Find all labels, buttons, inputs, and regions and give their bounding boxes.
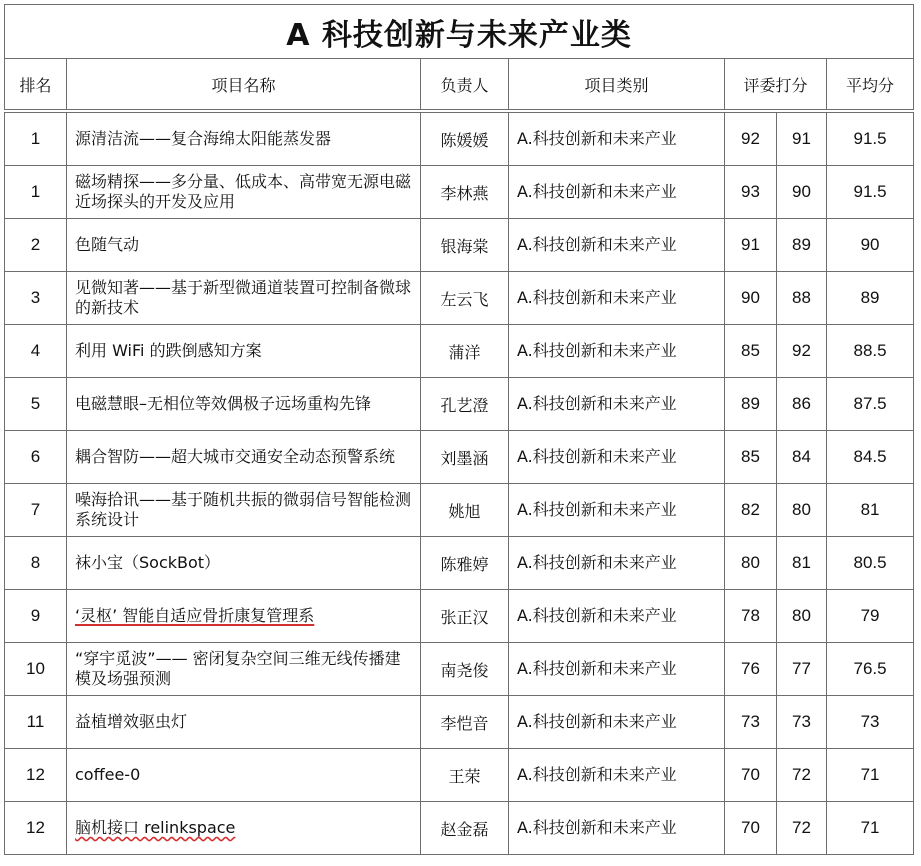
leader-cell: 刘墨涵 bbox=[421, 431, 509, 484]
category-cell: A.科技创新和未来产业 bbox=[509, 111, 725, 166]
header-leader: 负责人 bbox=[421, 59, 509, 112]
header-project-name: 项目名称 bbox=[67, 59, 421, 112]
rank-cell: 10 bbox=[5, 643, 67, 696]
judge-score-2-cell: 80 bbox=[777, 590, 827, 643]
average-cell: 87.5 bbox=[827, 378, 914, 431]
project-name-cell: 见微知著——基于新型微通道装置可控制备微球的新技术 bbox=[67, 272, 421, 325]
judge-score-2-cell: 91 bbox=[777, 111, 827, 166]
rank-cell: 12 bbox=[5, 802, 67, 855]
header-rank: 排名 bbox=[5, 59, 67, 112]
table-row bbox=[5, 272, 914, 325]
leader-cell: 南尧俊 bbox=[421, 643, 509, 696]
table-row bbox=[5, 378, 914, 431]
header-average: 平均分 bbox=[827, 59, 914, 112]
judge-score-2-cell: 89 bbox=[777, 219, 827, 272]
judge-score-1-cell: 85 bbox=[725, 325, 777, 378]
average-cell: 73 bbox=[827, 696, 914, 749]
header-row bbox=[5, 59, 914, 112]
average-cell: 81 bbox=[827, 484, 914, 537]
average-cell: 91.5 bbox=[827, 166, 914, 219]
project-name-text: 脑机接口 relinkspace bbox=[75, 818, 236, 837]
rank-cell: 9 bbox=[5, 590, 67, 643]
category-cell: A.科技创新和未来产业 bbox=[509, 696, 725, 749]
table-row bbox=[5, 166, 914, 219]
average-cell: 80.5 bbox=[827, 537, 914, 590]
table-row bbox=[5, 590, 914, 643]
project-name-cell: 源清洁流——复合海绵太阳能蒸发器 bbox=[67, 111, 421, 166]
leader-cell: 陈雅婷 bbox=[421, 537, 509, 590]
rank-cell: 5 bbox=[5, 378, 67, 431]
average-cell: 91.5 bbox=[827, 111, 914, 166]
rank-cell: 1 bbox=[5, 166, 67, 219]
table-row bbox=[5, 431, 914, 484]
average-cell: 88.5 bbox=[827, 325, 914, 378]
rank-cell: 12 bbox=[5, 749, 67, 802]
category-cell: A.科技创新和未来产业 bbox=[509, 749, 725, 802]
table-row bbox=[5, 111, 914, 166]
project-name-cell bbox=[67, 590, 421, 643]
leader-cell: 孔艺澄 bbox=[421, 378, 509, 431]
judge-score-1-cell: 73 bbox=[725, 696, 777, 749]
project-name-cell: 电磁慧眼–无相位等效偶极子远场重构先锋 bbox=[67, 378, 421, 431]
rank-cell: 3 bbox=[5, 272, 67, 325]
category-cell: A.科技创新和未来产业 bbox=[509, 378, 725, 431]
table-row bbox=[5, 749, 914, 802]
judge-score-1-cell: 92 bbox=[725, 111, 777, 166]
judge-score-1-cell: 80 bbox=[725, 537, 777, 590]
category-cell: A.科技创新和未来产业 bbox=[509, 166, 725, 219]
average-cell: 76.5 bbox=[827, 643, 914, 696]
rank-cell: 4 bbox=[5, 325, 67, 378]
table-row bbox=[5, 484, 914, 537]
judge-score-1-cell: 78 bbox=[725, 590, 777, 643]
leader-cell: 银海棠 bbox=[421, 219, 509, 272]
category-cell: A.科技创新和未来产业 bbox=[509, 802, 725, 855]
rank-cell: 2 bbox=[5, 219, 67, 272]
category-cell: A.科技创新和未来产业 bbox=[509, 643, 725, 696]
project-name-cell: 利用 WiFi 的跌倒感知方案 bbox=[67, 325, 421, 378]
project-name-cell: coffee-0 bbox=[67, 749, 421, 802]
leader-cell: 蒲洋 bbox=[421, 325, 509, 378]
header-judges: 评委打分 bbox=[725, 59, 827, 112]
judge-score-1-cell: 82 bbox=[725, 484, 777, 537]
project-name-cell: 袜小宝（SockBot） bbox=[67, 537, 421, 590]
table-title: A 科技创新与未来产业类 bbox=[5, 5, 914, 59]
project-name-cell: 噪海拾讯——基于随机共振的微弱信号智能检测系统设计 bbox=[67, 484, 421, 537]
judge-score-2-cell: 72 bbox=[777, 802, 827, 855]
table-row bbox=[5, 643, 914, 696]
project-name-cell: 磁场精探——多分量、低成本、高带宽无源电磁近场探头的开发及应用 bbox=[67, 166, 421, 219]
results-table bbox=[4, 4, 914, 855]
project-name-text: ‘灵枢’ 智能自适应骨折康复管理系 bbox=[75, 606, 315, 625]
judge-score-1-cell: 76 bbox=[725, 643, 777, 696]
judge-score-1-cell: 91 bbox=[725, 219, 777, 272]
rank-cell: 7 bbox=[5, 484, 67, 537]
average-cell: 89 bbox=[827, 272, 914, 325]
leader-cell: 张正汉 bbox=[421, 590, 509, 643]
table-row bbox=[5, 325, 914, 378]
leader-cell: 赵金磊 bbox=[421, 802, 509, 855]
rank-cell: 11 bbox=[5, 696, 67, 749]
average-cell: 71 bbox=[827, 802, 914, 855]
average-cell: 84.5 bbox=[827, 431, 914, 484]
leader-cell: 李恺音 bbox=[421, 696, 509, 749]
project-name-cell: “穿宇觅波”—— 密闭复杂空间三维无线传播建模及场强预测 bbox=[67, 643, 421, 696]
judge-score-2-cell: 84 bbox=[777, 431, 827, 484]
judge-score-1-cell: 93 bbox=[725, 166, 777, 219]
judge-score-2-cell: 90 bbox=[777, 166, 827, 219]
judge-score-1-cell: 90 bbox=[725, 272, 777, 325]
table-row bbox=[5, 696, 914, 749]
leader-cell: 王荣 bbox=[421, 749, 509, 802]
project-name-cell: 益植增效驱虫灯 bbox=[67, 696, 421, 749]
judge-score-1-cell: 89 bbox=[725, 378, 777, 431]
judge-score-2-cell: 88 bbox=[777, 272, 827, 325]
category-cell: A.科技创新和未来产业 bbox=[509, 219, 725, 272]
rank-cell: 1 bbox=[5, 111, 67, 166]
project-name-cell: 色随气动 bbox=[67, 219, 421, 272]
average-cell: 79 bbox=[827, 590, 914, 643]
category-cell: A.科技创新和未来产业 bbox=[509, 431, 725, 484]
table-row bbox=[5, 219, 914, 272]
judge-score-1-cell: 70 bbox=[725, 802, 777, 855]
project-name-cell bbox=[67, 802, 421, 855]
rank-cell: 8 bbox=[5, 537, 67, 590]
category-cell: A.科技创新和未来产业 bbox=[509, 537, 725, 590]
category-cell: A.科技创新和未来产业 bbox=[509, 325, 725, 378]
table-row bbox=[5, 802, 914, 855]
judge-score-2-cell: 80 bbox=[777, 484, 827, 537]
table-row bbox=[5, 537, 914, 590]
judge-score-2-cell: 92 bbox=[777, 325, 827, 378]
category-cell: A.科技创新和未来产业 bbox=[509, 484, 725, 537]
average-cell: 71 bbox=[827, 749, 914, 802]
header-category: 项目类别 bbox=[509, 59, 725, 112]
judge-score-1-cell: 70 bbox=[725, 749, 777, 802]
category-cell: A.科技创新和未来产业 bbox=[509, 590, 725, 643]
leader-cell: 左云飞 bbox=[421, 272, 509, 325]
category-cell: A.科技创新和未来产业 bbox=[509, 272, 725, 325]
judge-score-1-cell: 85 bbox=[725, 431, 777, 484]
leader-cell: 李林燕 bbox=[421, 166, 509, 219]
judge-score-2-cell: 86 bbox=[777, 378, 827, 431]
rank-cell: 6 bbox=[5, 431, 67, 484]
judge-score-2-cell: 72 bbox=[777, 749, 827, 802]
judge-score-2-cell: 81 bbox=[777, 537, 827, 590]
leader-cell: 姚旭 bbox=[421, 484, 509, 537]
judge-score-2-cell: 77 bbox=[777, 643, 827, 696]
project-name-cell: 耦合智防——超大城市交通安全动态预警系统 bbox=[67, 431, 421, 484]
judge-score-2-cell: 73 bbox=[777, 696, 827, 749]
average-cell: 90 bbox=[827, 219, 914, 272]
leader-cell: 陈媛媛 bbox=[421, 111, 509, 166]
